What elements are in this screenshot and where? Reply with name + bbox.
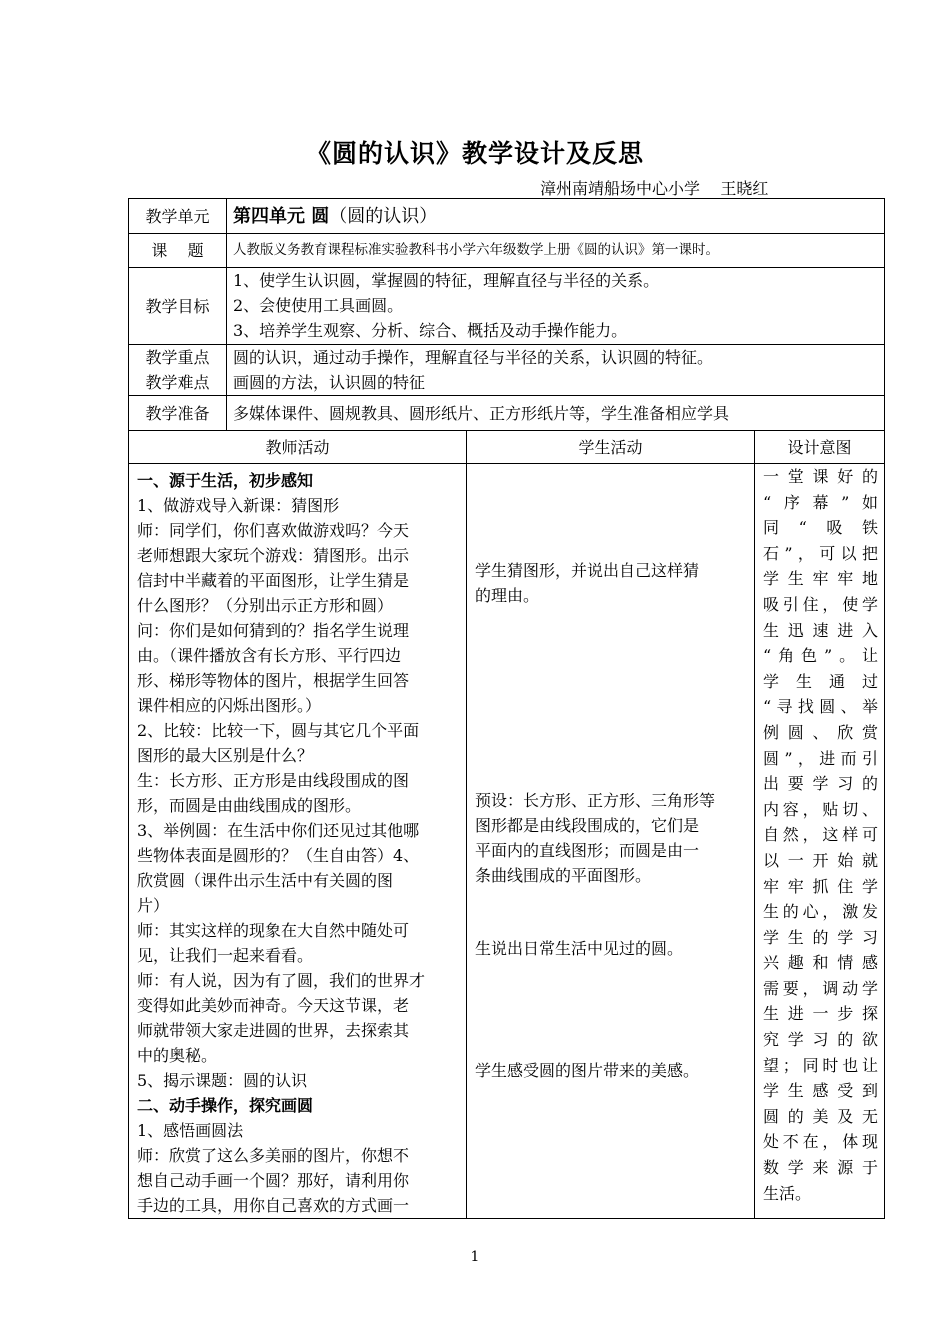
topic-value: 人教版义务教育课程标准实验教科书小学六年级数学上册《圆的认识》第一课时。 xyxy=(227,234,885,268)
teacher-line: 一、源于生活，初步感知 xyxy=(137,471,314,490)
intent-line: 学生牢牢地 xyxy=(763,569,879,589)
teacher-line: 5、揭示课题：圆的认识 xyxy=(137,1071,308,1090)
teacher-line: 形，而圆是由曲线围成的图形。 xyxy=(137,796,362,815)
teacher-line: 3、举例圆：在生活中你们还见过其他哪 xyxy=(137,821,420,840)
student-line: 的理由。 xyxy=(475,586,540,605)
page-number: 1 xyxy=(470,1249,480,1265)
intent-line: 望；同时也让 xyxy=(763,1055,879,1075)
prep-label: 教学准备 xyxy=(129,396,227,431)
intent-line: 学生的学习 xyxy=(763,927,879,947)
goal-item: 1、使学生认识圆，掌握圆的特征，理解直径与半径的关系。 xyxy=(233,271,660,290)
student-line: 平面内的直线图形；而圆是由一 xyxy=(475,841,700,860)
key-label: 教学重点 xyxy=(145,348,210,367)
student-line: 预设：长方形、正方形、三角形等 xyxy=(475,791,716,810)
unit-label: 教学单元 xyxy=(129,199,227,234)
teacher-line: 片） xyxy=(137,896,170,915)
design-intent-text xyxy=(763,464,878,1206)
difficulty-value: 画圆的方法，认识圆的特征 xyxy=(233,373,426,392)
key-difficulty-labels xyxy=(129,345,227,396)
prep-value: 多媒体课件、圆规教具、圆形纸片、正方形纸片等，学生准备相应学具 xyxy=(227,396,885,431)
student-line: 条曲线围成的平面图形。 xyxy=(475,866,652,885)
intent-line: 生活。 xyxy=(763,1183,812,1203)
student-activity-block xyxy=(475,558,699,608)
teacher-line: 些物体表面是圆形的？（生自由答）4、 xyxy=(137,846,420,865)
col-header-student: 学生活动 xyxy=(467,431,755,464)
lesson-plan-table xyxy=(128,198,885,1219)
teacher-line: 1、做游戏导入新课：猜图形 xyxy=(137,496,340,515)
teacher-line: 2、比较：比较一下，圆与其它几个平面 xyxy=(137,721,420,740)
teacher-line: 老师想跟大家玩个游戏：猜图形。出示 xyxy=(137,546,410,565)
teacher-line: 师：有人说，因为有了圆，我们的世界才 xyxy=(137,971,426,990)
intent-line: 生迅速进入 xyxy=(763,620,879,640)
unit-value xyxy=(227,199,885,234)
intent-line: 兴趣和情感 xyxy=(763,953,879,973)
teacher-line: 师：欣赏了这么多美丽的图片，你想不 xyxy=(137,1146,410,1165)
intent-line: 牢牢抓住学 xyxy=(763,876,879,896)
key-difficulty-values xyxy=(227,345,885,396)
teacher-line: 师：同学们，你们喜欢做游戏吗？今天 xyxy=(137,521,410,540)
teacher-activity-text xyxy=(137,468,462,1218)
student-line: 图形都是由线段围成的，它们是 xyxy=(475,816,700,835)
intent-line: 圆的美及无 xyxy=(763,1106,879,1126)
intent-line: 同“吸铁 xyxy=(763,518,879,538)
teacher-line: 图形的最大区别是什么？ xyxy=(137,746,314,765)
intent-line: 石”，可以把 xyxy=(763,543,879,563)
document-title: 《圆的认识》教学设计及反思 xyxy=(305,139,644,168)
intent-line: 生的心，激发 xyxy=(763,902,879,922)
author-line: 漳州南靖船场中心小学 王晓红 xyxy=(540,179,769,198)
intent-line: 圆”，进而引 xyxy=(763,748,879,768)
teacher-line: 问：你们是如何猜到的？指名学生说理 xyxy=(137,621,410,640)
col-header-intent: 设计意图 xyxy=(755,431,885,464)
teacher-line: 信封中半藏着的平面图形，让学生猜是 xyxy=(137,571,410,590)
student-activity-text xyxy=(475,468,750,1208)
difficulty-label: 教学难点 xyxy=(145,373,210,392)
student-line: 学生感受圆的图片带来的美感。 xyxy=(475,1061,700,1080)
teacher-line: 课件相应的闪烁出图形。） xyxy=(137,696,322,715)
teacher-activity-cell xyxy=(129,464,467,1219)
goal-item: 2、会使使用工具画圆。 xyxy=(233,296,404,315)
intent-line: 究学习的欲 xyxy=(763,1030,879,1050)
teacher-line: 由。（课件播放含有长方形、平行四边 xyxy=(137,646,402,665)
student-activity-block xyxy=(475,936,683,961)
intent-line: “序幕”如 xyxy=(763,492,879,512)
teacher-line: 见，让我们一起来看看。 xyxy=(137,946,314,965)
intent-line: “寻找圆、举 xyxy=(763,697,879,717)
intent-line: 学生感受到 xyxy=(763,1081,879,1101)
intent-line: 内容，贴切、 xyxy=(763,799,879,819)
design-intent-cell xyxy=(755,464,885,1219)
teacher-line: 形、梯形等物体的图片，根据学生回答 xyxy=(137,671,410,690)
teacher-line: 生：长方形、正方形是由线段围成的图 xyxy=(137,771,410,790)
teacher-line: 师：其实这样的现象在大自然中随处可 xyxy=(137,921,410,940)
student-line: 生说出日常生活中见过的圆。 xyxy=(475,939,684,958)
teacher-line: 想自己动手画一个圆？那好，请利用你 xyxy=(137,1171,410,1190)
teacher-line: 欣赏圆（课件出示生活中有关圆的图 xyxy=(137,871,394,890)
intent-line: 生进一步探 xyxy=(763,1004,879,1024)
intent-line: 处不在，体现 xyxy=(763,1132,879,1152)
col-header-teacher: 教师活动 xyxy=(129,431,467,464)
key-value: 圆的认识，通过动手操作，理解直径与半径的关系，认识圆的特征。 xyxy=(233,348,714,367)
student-activity-cell xyxy=(467,464,755,1219)
intent-line: 吸引住，使学 xyxy=(763,594,879,614)
teacher-line: 变得如此美妙而神奇。今天这节课，老 xyxy=(137,996,410,1015)
intent-line: 学生通过 xyxy=(763,671,879,691)
teacher-line: 1、感悟画圆法 xyxy=(137,1121,244,1140)
intent-line: 出要学习的 xyxy=(763,774,879,794)
intent-line: 以一开始就 xyxy=(763,850,879,870)
teacher-line: 二、动手操作，探究画圆 xyxy=(137,1096,314,1115)
goals-list xyxy=(227,268,885,345)
teacher-line: 手边的工具，用你自己喜欢的方式画一 xyxy=(137,1196,410,1215)
student-line: 学生猜图形，并说出自己这样猜 xyxy=(475,561,700,580)
topic-label: 课 题 xyxy=(129,234,227,268)
intent-line: 例圆、欣赏 xyxy=(763,722,879,742)
teacher-line: 中的奥秘。 xyxy=(137,1046,218,1065)
intent-line: 需要，调动学 xyxy=(763,978,879,998)
intent-line: “角色”。让 xyxy=(763,646,879,666)
intent-line: 数学来源于 xyxy=(763,1158,879,1178)
unit-value-sub: （圆的认识） xyxy=(329,205,438,227)
intent-line: 自然，这样可 xyxy=(763,825,879,845)
teacher-line: 师就带领大家走进圆的世界，去探索其 xyxy=(137,1021,410,1040)
unit-value-main: 第四单元 圆 xyxy=(233,205,330,227)
goal-item: 3、培养学生观察、分析、综合、概括及动手操作能力。 xyxy=(233,321,628,340)
student-activity-block xyxy=(475,1058,699,1083)
goals-label: 教学目标 xyxy=(129,268,227,345)
intent-line: 一堂课好的 xyxy=(763,467,879,486)
student-activity-block xyxy=(475,788,715,888)
teacher-line: 什么图形？（分别出示正方形和圆） xyxy=(137,596,394,615)
